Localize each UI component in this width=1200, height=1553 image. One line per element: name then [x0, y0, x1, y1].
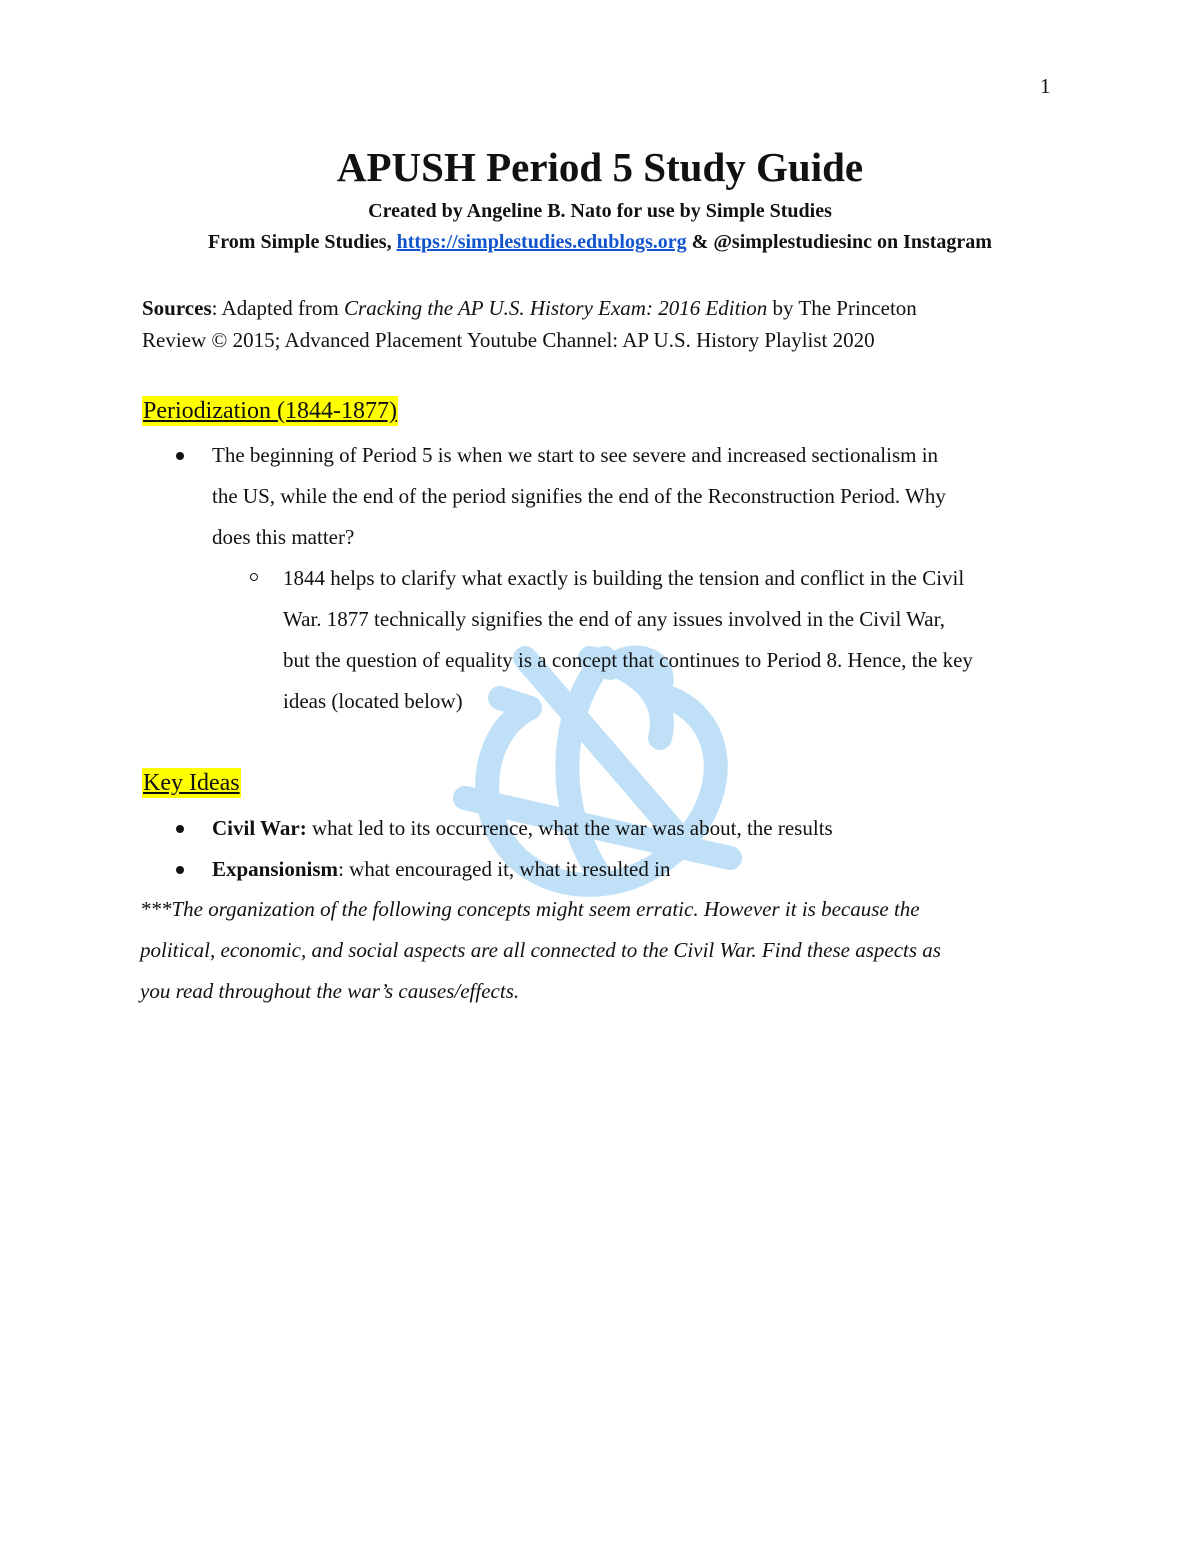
bullet-line-1: The beginning of Period 5 is when we start to see severe and increased sectionalism in	[212, 443, 939, 467]
sub-line-4: ideas (located below)	[283, 689, 463, 713]
sub-line-3: but the question of equality is a concept that continues to Period 8. Hence, the key	[283, 648, 973, 672]
author-line: Created by Angeline B. Nato for use by Simple Studies	[368, 200, 832, 222]
key-idea-term: Civil War:	[212, 816, 307, 840]
sources-line-2: Review © 2015; Advanced Placement Youtube Channel: AP U.S. History Playlist 2020	[142, 328, 875, 352]
periodization-heading: Periodization (1844-1877)	[143, 398, 397, 424]
sources-paragraph	[142, 292, 1062, 356]
bullet-line-2: the US, while the end of the period signifies the end of the Reconstruction Period. Why	[212, 484, 946, 508]
bullet-line-3: does this matter?	[212, 525, 355, 549]
from-line	[0, 231, 1200, 254]
page-number: 1	[1040, 74, 1051, 98]
key-idea-text: : what encouraged it, what it resulted in	[338, 857, 671, 881]
key-idea-term: Expansionism	[212, 857, 339, 881]
simplestudies-link[interactable]: https://simplestudies.edublogs.org	[396, 231, 687, 253]
organization-note	[140, 889, 1060, 1012]
bullet-dot-icon	[176, 866, 184, 874]
bullet-dot-icon	[176, 825, 184, 833]
sub-line-2: War. 1877 technically signifies the end of any issues involved in the Civil War,	[283, 607, 946, 631]
from-suffix: & @simplestudiesinc on Instagram	[686, 231, 992, 253]
sources-text-1: : Adapted from	[211, 296, 345, 320]
sources-book-title: Cracking the AP U.S. History Exam: 2016 Edition	[344, 296, 768, 320]
from-prefix: From Simple Studies,	[208, 231, 397, 253]
note-line-2: political, economic, and social aspects are all connected to the Civil War. Find these aspects as	[140, 938, 941, 962]
note-line-3: you read throughout the war’s causes/effects.	[140, 979, 520, 1003]
page-title: APUSH Period 5 Study Guide	[336, 144, 864, 190]
key-idea-text: what led to its occurrence, what the war was about, the results	[306, 816, 833, 840]
sources-label: Sources	[142, 296, 212, 320]
key-ideas-heading: Key Ideas	[143, 770, 240, 796]
sub-bullet-circle-icon	[250, 573, 258, 581]
note-line-1: ***The organization of the following concepts might seem erratic. However it is because the	[140, 897, 920, 921]
sources-text-2: by The Princeton	[767, 296, 917, 320]
sub-line-1: 1844 helps to clarify what exactly is building the tension and conflict in the Civil	[283, 566, 965, 590]
bullet-dot-icon	[176, 452, 184, 460]
